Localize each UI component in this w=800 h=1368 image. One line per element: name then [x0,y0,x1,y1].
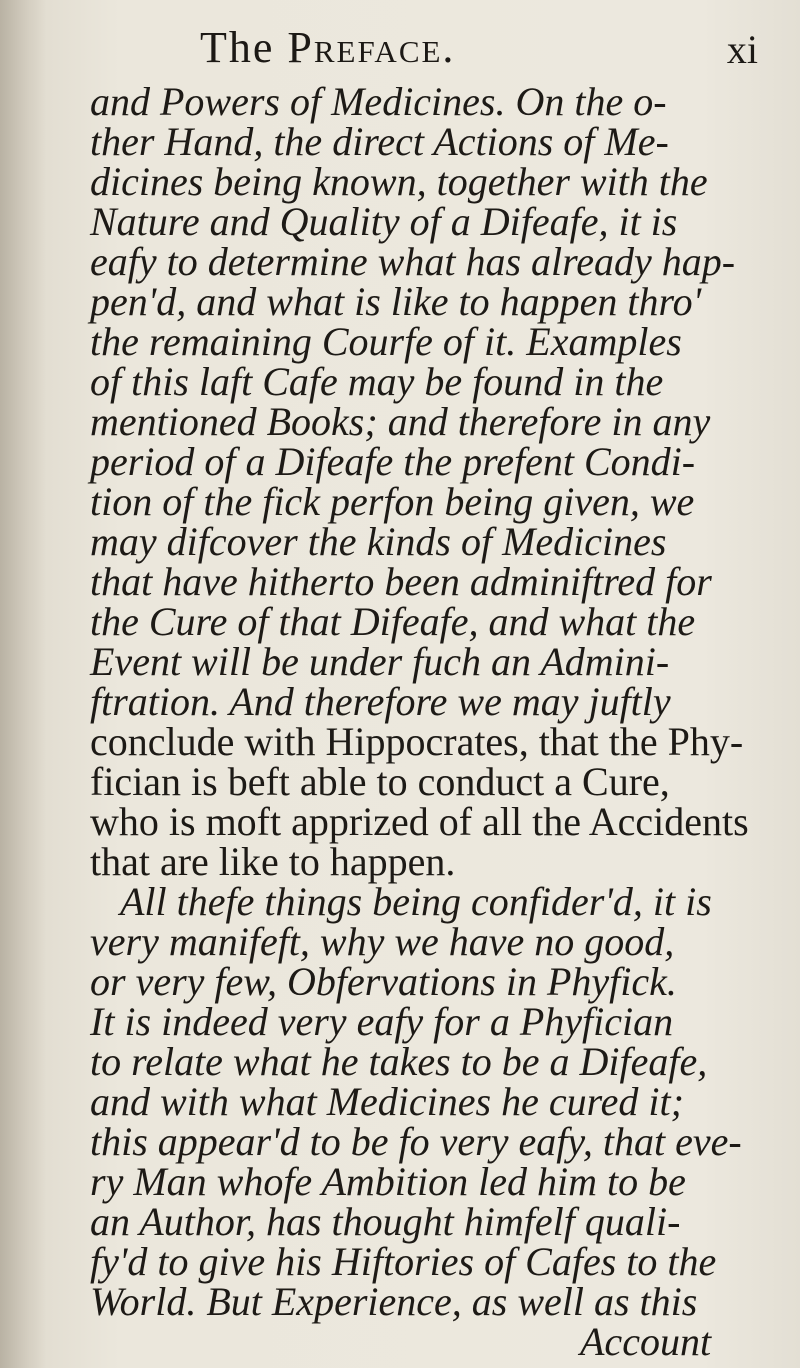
text-line-5: eafy to determine what has already hap- [90,239,736,284]
text-line-6: pen'd, and what is like to happen thro' [90,279,702,324]
text-line-20: that are like to happen. [90,839,456,884]
text-line-18: fician is beft able to conduct a Cure, [90,759,670,804]
text-line-28: ry Man whofe Ambition led him to be [90,1159,686,1204]
text-line-25: to relate what he takes to be a Difeafe, [90,1039,708,1084]
text-line-12: may difcover the kinds of Medicines [90,519,667,564]
text-line-10: period of a Difeafe the prefent Condi- [90,439,696,484]
text-line-2: ther Hand, the direct Actions of Me- [90,119,669,164]
text-line-3: dicines being known, together with the [90,159,708,204]
text-line-14: the Cure of that Difeafe, and what the [90,599,696,644]
running-head-word: The [200,23,275,72]
text-line-27: this appear'd to be fo very eafy, that eve- [90,1119,742,1164]
text-line-8: of this laft Cafe may be found in the [90,359,664,404]
text-line-22: very manifeft, why we have no good, [90,919,675,964]
text-line-7: the remaining Courfe of it. Examples [90,319,682,364]
text-line-19: who is moft apprized of all the Accidents [90,799,749,844]
text-line-24: It is indeed very eafy for a Phyfician [90,999,674,1044]
text-line-23: or very few, Obfervations in Phyfick. [90,959,677,1004]
text-line-17: conclude with Hippocrates, that the Phy- [90,719,744,764]
text-line-21: All thefe things being confider'd, it is [120,879,712,924]
text-line-29: an Author, has thought himfelf quali- [90,1199,681,1244]
text-line-15: Event will be under fuch an Admini- [90,639,670,684]
catchword: Account [580,1319,712,1364]
text-line-11: tion of the fick perfon being given, we [90,479,695,524]
running-head [200,22,455,73]
text-line-31: World. But Experience, as well as this [90,1279,698,1324]
text-line-9: mentioned Books; and therefore in any [90,399,711,444]
text-line-26: and with what Medicines he cured it; [90,1079,684,1124]
text-line-13: that have hitherto been adminiftred for [90,559,712,604]
text-line-4: Nature and Quality of a Difeafe, it is [90,199,678,244]
page-number: xi [726,27,758,72]
text-line-16: ftration. And therefore we may juftly [90,679,671,724]
running-head-preface: Preface. [287,23,456,72]
text-line-30: fy'd to give his Hiftories of Cafes to the [90,1239,717,1284]
text-line-1: and Powers of Medicines. On the o- [90,79,667,124]
page-gutter-shadow [0,0,46,1368]
